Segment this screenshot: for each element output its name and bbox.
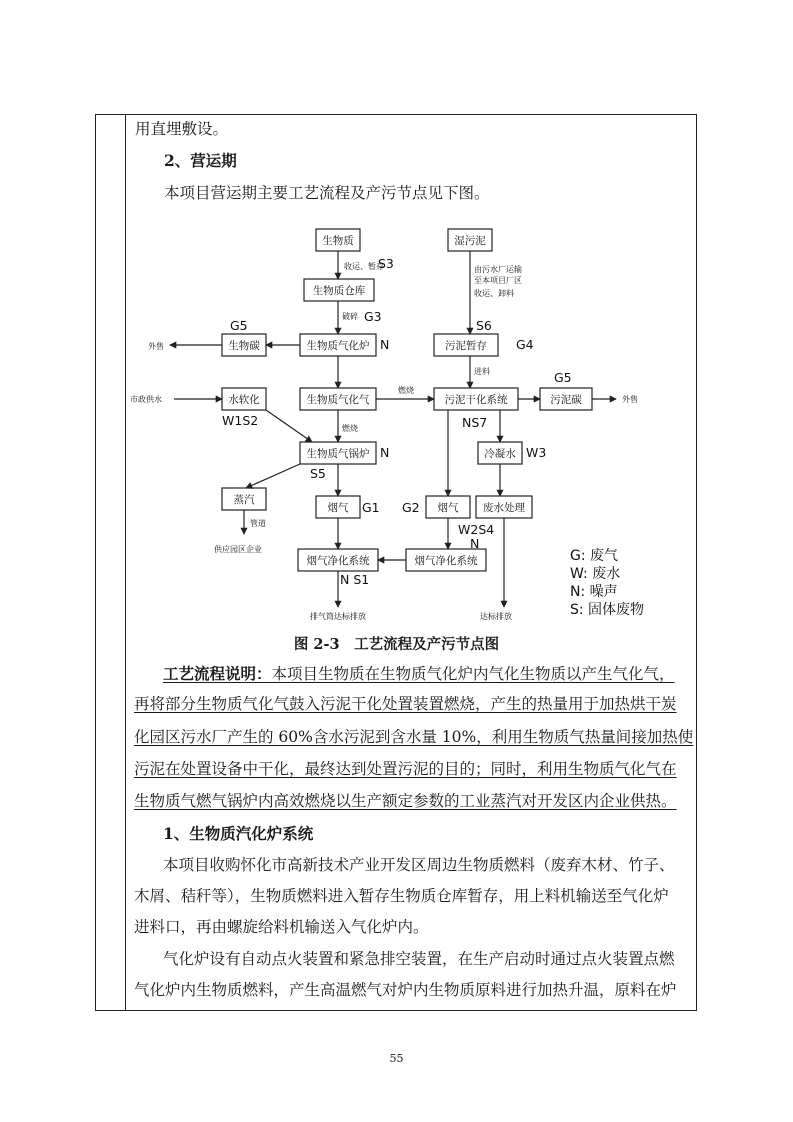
label-supply: 供应园区企业 bbox=[214, 545, 262, 554]
text-gasifier: 生物质气化炉 bbox=[306, 340, 370, 352]
body-text-area bbox=[126, 0, 694, 1010]
text-sludge-char: 污泥碳 bbox=[550, 394, 582, 406]
label-sale1: 外售 bbox=[148, 342, 164, 351]
left-column bbox=[96, 115, 126, 1010]
label-tap-water: 市政供水 bbox=[130, 395, 162, 404]
label-w1s2: W1S2 bbox=[222, 413, 259, 428]
text-wastewater: 废水处理 bbox=[483, 502, 525, 514]
label-feed: 进料 bbox=[474, 367, 490, 376]
label-discharge: 达标排放 bbox=[480, 612, 512, 621]
paragraph-line: 气化炉设有自动点火装置和紧急排空装置，在生产启动时通过点火装置点燃 bbox=[163, 950, 675, 968]
text-flue2: 烟气 bbox=[437, 502, 459, 514]
label-wwtp1: 由污水厂运输 bbox=[474, 265, 522, 274]
label-s3: S3 bbox=[378, 256, 394, 271]
text-line: 用直埋敷设。 bbox=[135, 120, 229, 138]
label-g3: G3 bbox=[364, 309, 382, 324]
label-stack: 排气筒达标排放 bbox=[310, 612, 366, 621]
text-flue1: 烟气 bbox=[327, 502, 349, 514]
label-burn1: 燃烧 bbox=[398, 386, 414, 395]
label-g1: G1 bbox=[362, 500, 380, 515]
text-wet-sludge: 湿污泥 bbox=[454, 235, 486, 247]
label-ns7: NS7 bbox=[462, 415, 488, 430]
label-unload: 收运、卸料 bbox=[474, 289, 514, 298]
subsection-heading: 1、生物质汽化炉系统 bbox=[163, 824, 314, 843]
paragraph-line: 木屑、秸秆等），生物质燃料进入暂存生物质仓库暂存，用上料机输送至气化炉 bbox=[134, 887, 669, 905]
page-number: 55 bbox=[389, 1052, 404, 1065]
label-g5b: G5 bbox=[554, 370, 572, 385]
heading-operation-period: 2、营运期 bbox=[164, 151, 237, 170]
text-steam: 蒸汽 bbox=[233, 494, 255, 506]
label-pipe: 管道 bbox=[250, 519, 266, 528]
paragraph-line: 进料口，再由螺旋给料机输送入气化炉内。 bbox=[134, 918, 429, 936]
text-biomass: 生物质 bbox=[322, 235, 354, 247]
label-g2: G2 bbox=[402, 500, 420, 515]
label-s5: S5 bbox=[310, 466, 326, 481]
text-storage: 生物质仓库 bbox=[312, 285, 366, 297]
label-burn2: 燃烧 bbox=[342, 424, 358, 433]
intro-text: 本项目营运期主要工艺流程及产污节点见下图。 bbox=[164, 184, 490, 202]
label-transport: 收运、暂存 bbox=[344, 262, 384, 271]
text-boiler: 生物质气锅炉 bbox=[306, 448, 370, 460]
description-text: 本项目生物质在生物质气化炉内气化生物质以产生气化气， bbox=[271, 665, 675, 683]
label-g4: G4 bbox=[516, 337, 534, 352]
label-wwtp2: 至本项目厂区 bbox=[474, 276, 522, 285]
legend-item: N: 噪声 bbox=[570, 584, 618, 600]
text-purify1: 烟气净化系统 bbox=[306, 555, 370, 567]
description-line bbox=[163, 658, 685, 690]
label-w3: W3 bbox=[526, 445, 547, 460]
description-line: 生物质气燃气锅炉内高效燃烧以生产额定参数的工业蒸汽对开发区内企业供热。 bbox=[134, 792, 677, 810]
text-condensate: 冷凝水 bbox=[484, 448, 516, 460]
description-line: 化园区污水厂产生的 60%含水污泥到含水量 10%，利用生物质气热量间接加热使 bbox=[134, 728, 694, 746]
description-line: 污泥在处置设备中干化，最终达到处置污泥的目的；同时，利用生物质气化气在 bbox=[134, 760, 677, 778]
text-purify2: 烟气净化系统 bbox=[414, 555, 478, 567]
text-dryer: 污泥干化系统 bbox=[444, 394, 508, 406]
label-n1: N bbox=[380, 337, 390, 352]
text-gas: 生物质气化气 bbox=[306, 394, 370, 406]
label-sale2: 外售 bbox=[622, 395, 638, 404]
label-ns1: N S1 bbox=[340, 572, 370, 587]
label-s6: S6 bbox=[476, 318, 492, 333]
legend-item: S: 固体废物 bbox=[570, 602, 645, 618]
label-crush: 破碎 bbox=[342, 312, 358, 321]
label-n2: N bbox=[380, 445, 390, 460]
paragraph-line: 气化炉内生物质燃料，产生高温燃气对炉内生物质原料进行加热升温，原料在炉 bbox=[134, 981, 677, 999]
text-biochar: 生物碳 bbox=[228, 340, 260, 352]
label-n3: N bbox=[470, 536, 480, 551]
description-line: 再将部分生物质气化气鼓入污泥干化处置装置燃烧，产生的热量用于加热烘干炭 bbox=[134, 695, 677, 713]
label-w2s4: W2S4 bbox=[458, 522, 495, 537]
legend-item: G: 废气 bbox=[570, 548, 619, 564]
label-g5a: G5 bbox=[230, 318, 248, 333]
description-label: 工艺流程说明： bbox=[163, 664, 272, 683]
text-sludge-storage: 污泥暂存 bbox=[445, 340, 487, 352]
text-softener: 水软化 bbox=[228, 394, 260, 406]
legend-item: W: 废水 bbox=[570, 566, 621, 582]
paragraph-line: 本项目收购怀化市高新技术产业开发区周边生物质燃料（废弃木材、竹子、 bbox=[163, 856, 675, 874]
figure-caption: 图 2-3 工艺流程及产污节点图 bbox=[293, 636, 500, 653]
